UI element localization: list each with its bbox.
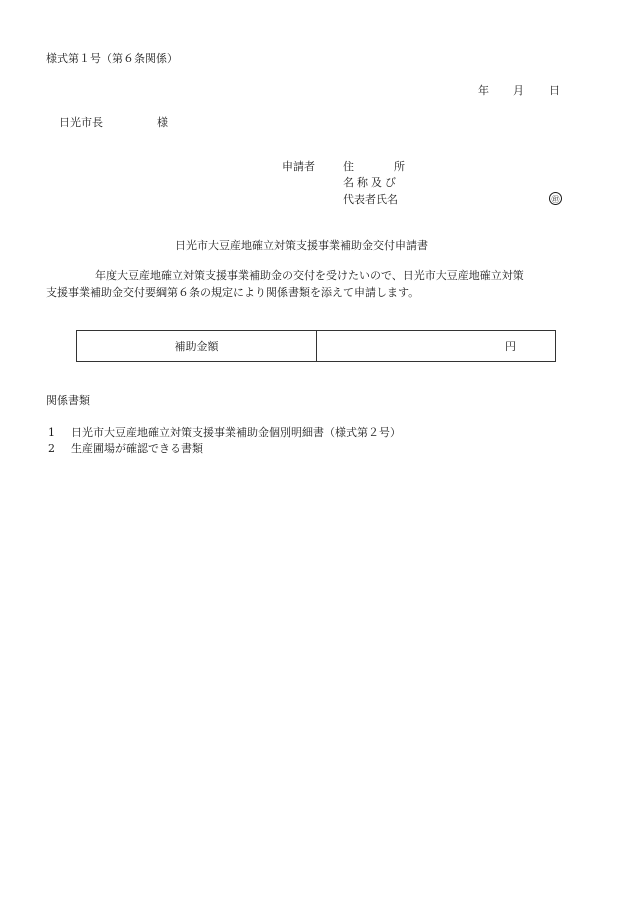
body-text-line2: 支援事業補助金交付要綱第６条の規定により関係書類を添えて申請します。 (46, 286, 420, 299)
documents-heading: 関係書類 (46, 394, 90, 407)
form-number: 様式第１号（第６条関係） (46, 52, 178, 65)
document-item-number: 1 (48, 426, 55, 439)
date-day: 日 (549, 84, 560, 97)
addressee-honorific: 様 (157, 116, 168, 129)
date-year: 年 (478, 84, 489, 97)
applicant-name-label-line1: 名称及び (343, 176, 399, 189)
seal-mark: ㊞ (549, 192, 562, 205)
addressee-name: 日光市長 (59, 116, 103, 129)
document-item-text: 日光市大豆産地確立対策支援事業補助金個別明細書（様式第２号） (71, 426, 401, 439)
document-item-number: 2 (48, 442, 55, 455)
body-text-line1: 年度大豆産地確立対策支援事業補助金の交付を受けたいので、日光市大豆産地確立対策 (95, 269, 524, 282)
applicant-address-label: 住所 (343, 160, 445, 173)
subsidy-amount-table (76, 330, 556, 362)
document-title: 日光市大豆産地確立対策支援事業補助金交付申請書 (175, 239, 428, 252)
date-month: 月 (513, 84, 524, 97)
subsidy-amount-unit: 円 (505, 340, 516, 353)
document-item-text: 生産圃場が確認できる書類 (71, 442, 203, 455)
table-divider (316, 331, 317, 361)
applicant-name-label-line2: 代表者氏名 (343, 193, 398, 206)
subsidy-amount-label: 補助金額 (174, 340, 219, 353)
applicant-role: 申請者 (282, 160, 315, 173)
